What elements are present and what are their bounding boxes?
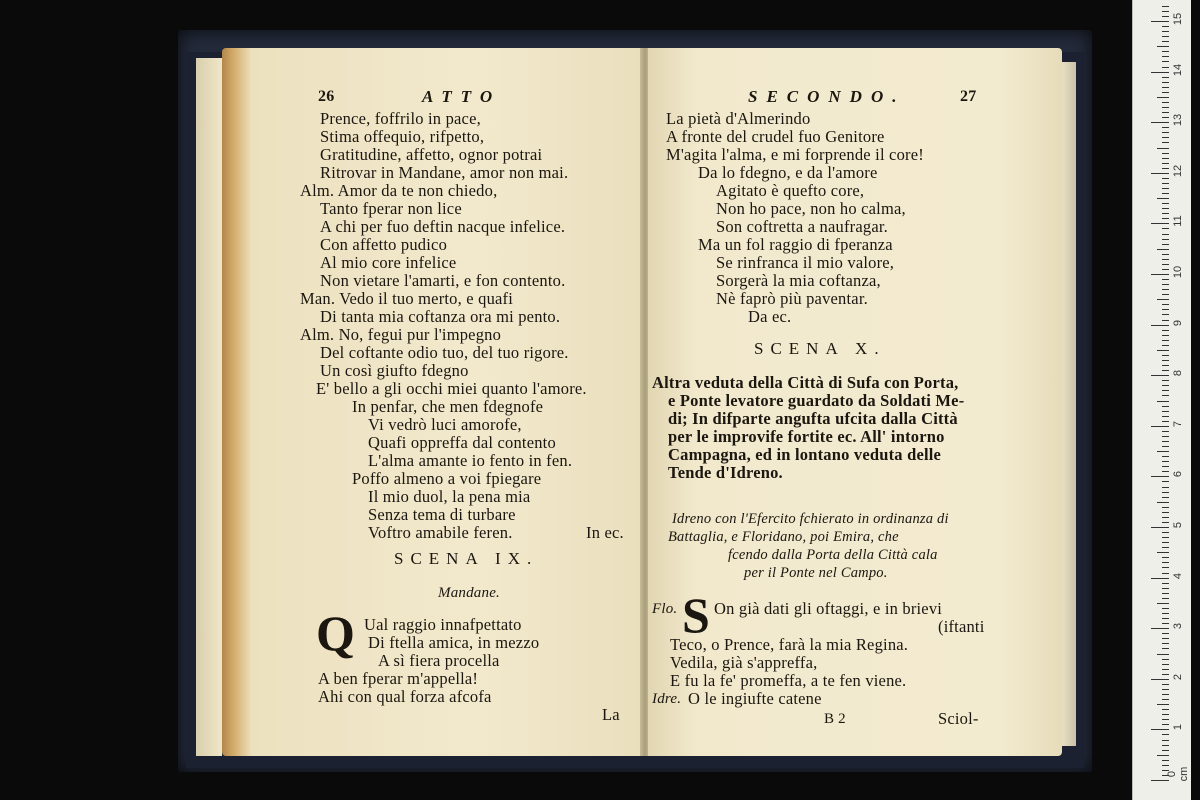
text-line: Nè faprò più paventar. xyxy=(716,289,868,308)
ruler-tick xyxy=(1162,643,1169,644)
text-line: Son coftretta a naufragar. xyxy=(716,217,888,236)
ruler-tick xyxy=(1162,689,1169,690)
ruler-tick xyxy=(1162,760,1169,761)
ruler-tick xyxy=(1151,476,1169,477)
ruler-tick xyxy=(1162,239,1169,240)
ruler-tick xyxy=(1162,431,1169,432)
ruler-tick xyxy=(1162,218,1169,219)
ruler-tick xyxy=(1162,750,1169,751)
text-line: E' bello a gli occhi miei quanto l'amore. xyxy=(316,379,587,398)
ruler-tick xyxy=(1151,223,1169,224)
scene-description-line: di; In difparte angufta ufcita dalla Città xyxy=(668,409,958,428)
ruler-tick xyxy=(1151,426,1169,427)
text-line: Da ec. xyxy=(748,307,792,326)
ruler-tick xyxy=(1162,178,1169,179)
text-line: Alm. No, fegui pur l'impegno xyxy=(300,325,502,344)
ruler-number: 0 cm xyxy=(1166,766,1190,782)
ruler-tick xyxy=(1162,598,1169,599)
text-line: Alm. Amor da te non chiedo, xyxy=(300,181,498,200)
ruler-number: 3 xyxy=(1172,623,1184,630)
text-line: Tanto fperar non lice xyxy=(320,199,462,218)
ruler-tick xyxy=(1162,547,1169,548)
ruler-tick xyxy=(1162,411,1169,412)
ruler-tick xyxy=(1151,325,1169,326)
ruler-tick xyxy=(1162,345,1169,346)
ruler-tick xyxy=(1162,522,1169,523)
dialogue-line: (iftanti xyxy=(938,617,985,636)
ruler-tick xyxy=(1162,320,1169,321)
ruler-tick xyxy=(1162,77,1169,78)
ruler-tick xyxy=(1162,92,1169,93)
ruler-tick xyxy=(1151,527,1169,528)
scene-description-line: per le improvife fortite ec. All' intorno xyxy=(668,427,945,446)
ruler-tick xyxy=(1162,26,1169,27)
ruler-number: 9 xyxy=(1172,319,1184,326)
ruler-tick xyxy=(1162,234,1169,235)
ruler-tick xyxy=(1162,56,1169,57)
ruler-tick xyxy=(1162,734,1169,735)
ruler-number: 5 xyxy=(1172,521,1184,529)
ruler-tick xyxy=(1162,380,1169,381)
ruler-tick xyxy=(1162,340,1169,341)
page-edges-right xyxy=(1062,62,1076,746)
text-line: Un così giufto fdegno xyxy=(320,361,469,380)
right-page xyxy=(648,48,1062,756)
ruler-tick xyxy=(1151,578,1169,579)
scene-title: SCENA X. xyxy=(754,339,886,358)
ruler-tick xyxy=(1162,279,1169,280)
ruler-tick xyxy=(1162,719,1169,720)
signature-mark: B 2 xyxy=(824,711,846,727)
ruler-tick xyxy=(1162,512,1169,513)
ruler-tick xyxy=(1151,375,1169,376)
ruler-tick xyxy=(1162,294,1169,295)
text-line: Al mio core infelice xyxy=(320,253,457,272)
ruler-tick xyxy=(1162,107,1169,108)
ruler-tick xyxy=(1162,228,1169,229)
ruler-tick xyxy=(1162,168,1169,169)
ruler-tick xyxy=(1162,203,1169,204)
ruler-tick xyxy=(1162,557,1169,558)
text-line: In penfar, che men fdegnofe xyxy=(352,397,544,416)
ruler-tick xyxy=(1162,638,1169,639)
ruler-tick xyxy=(1162,507,1169,508)
page-edges-left xyxy=(196,58,222,756)
ruler-tick xyxy=(1157,451,1169,452)
ruler-tick xyxy=(1162,446,1169,447)
drop-cap: Q xyxy=(316,605,355,661)
ruler-tick xyxy=(1162,593,1169,594)
ruler-number: 6 xyxy=(1172,471,1184,478)
text-line: Di tanta mia coftanza ora mi pento. xyxy=(320,307,561,326)
ruler-tick xyxy=(1162,709,1169,710)
ruler-tick xyxy=(1157,299,1169,300)
ruler-tick xyxy=(1162,633,1169,634)
text-line: Voftro amabile feren. xyxy=(368,523,513,542)
page-number: 26 xyxy=(318,88,335,105)
ruler-tick xyxy=(1162,284,1169,285)
ruler-tick xyxy=(1162,365,1169,366)
ruler-tick xyxy=(1162,193,1169,194)
ruler-tick xyxy=(1157,97,1169,98)
ruler-tick xyxy=(1162,714,1169,715)
ruler-tick xyxy=(1162,330,1169,331)
ruler-tick xyxy=(1162,416,1169,417)
ruler-number: 12 xyxy=(1172,164,1184,177)
ruler-tick xyxy=(1162,314,1169,315)
ruler-tick xyxy=(1162,259,1169,260)
ruler-tick xyxy=(1162,360,1169,361)
ruler-tick xyxy=(1162,669,1169,670)
ruler-tick xyxy=(1162,562,1169,563)
ruler-tick xyxy=(1162,153,1169,154)
ruler-tick xyxy=(1162,694,1169,695)
text-line: Il mio duol, la pena mia xyxy=(368,487,531,506)
ruler-tick xyxy=(1162,370,1169,371)
ruler-tick xyxy=(1162,183,1169,184)
page-number: 27 xyxy=(960,88,977,105)
ruler-tick xyxy=(1162,659,1169,660)
ruler-tick xyxy=(1162,213,1169,214)
ruler-tick xyxy=(1162,132,1169,133)
ruler-tick xyxy=(1162,137,1169,138)
ruler-tick xyxy=(1162,436,1169,437)
ruler-tick xyxy=(1162,289,1169,290)
ruler-tick xyxy=(1162,623,1169,624)
left-page xyxy=(222,48,642,756)
ruler-tick xyxy=(1162,36,1169,37)
ruler-tick xyxy=(1162,674,1169,675)
ruler-tick xyxy=(1162,618,1169,619)
ruler-tick xyxy=(1162,588,1169,589)
ruler-tick xyxy=(1157,350,1169,351)
ruler-number: 4 xyxy=(1172,572,1184,579)
text-line: Se rinfranca il mio valore, xyxy=(716,253,895,272)
text-line: A fronte del crudel fuo Genitore xyxy=(666,127,885,146)
ruler-tick xyxy=(1162,724,1169,725)
dialogue-line: E fu la fe' promeffa, a te fen viene. xyxy=(670,671,907,690)
catchword: Sciol- xyxy=(938,709,979,728)
ruler-tick xyxy=(1162,567,1169,568)
ruler-tick xyxy=(1162,102,1169,103)
ruler-tick xyxy=(1162,31,1169,32)
ruler-tick xyxy=(1162,254,1169,255)
ruler-number: 13 xyxy=(1172,114,1184,127)
ruler-tick xyxy=(1162,304,1169,305)
scene-title: SCENA IX. xyxy=(394,549,539,568)
ruler-tick xyxy=(1162,648,1169,649)
text-line: Stima offequio, rifpetto, xyxy=(320,127,485,146)
ruler-tick xyxy=(1162,390,1169,391)
ruler-tick xyxy=(1157,46,1169,47)
ruler-tick xyxy=(1162,497,1169,498)
text-line: Da lo fdegno, e da l'amore xyxy=(698,163,878,182)
text-line: A chi per fuo deftin nacque infelice. xyxy=(320,217,566,236)
ruler-tick xyxy=(1162,481,1169,482)
text-line: L'alma amante io fento in fen. xyxy=(368,451,573,470)
ruler-tick xyxy=(1162,335,1169,336)
ruler-number: 10 xyxy=(1172,265,1184,279)
ruler-tick xyxy=(1162,684,1169,685)
text-line: In ec. xyxy=(586,523,624,542)
ruler-tick xyxy=(1162,309,1169,310)
ruler-tick xyxy=(1162,127,1169,128)
ruler-tick xyxy=(1162,466,1169,467)
ruler-tick xyxy=(1162,573,1169,574)
ruler-tick xyxy=(1162,16,1169,17)
ruler-tick xyxy=(1162,517,1169,518)
aria-line: Ahi con qual forza afcofa xyxy=(318,687,492,706)
ruler-tick xyxy=(1162,542,1169,543)
ruler-tick xyxy=(1162,740,1169,741)
scene-description-line: Campagna, ed in lontano veduta delle xyxy=(668,445,942,464)
ruler-number: 1 xyxy=(1172,724,1184,731)
ruler-tick xyxy=(1162,117,1169,118)
speaker-name: Mandane. xyxy=(438,585,501,601)
aria-line: Di ftella amica, in mezzo xyxy=(368,633,540,652)
aria-line: A ben fperar m'appella! xyxy=(318,669,479,688)
text-line: Con affetto pudico xyxy=(320,235,448,254)
ruler-tick xyxy=(1151,679,1169,680)
ruler-number: 11 xyxy=(1172,215,1184,228)
ruler-tick xyxy=(1162,158,1169,159)
ruler-tick xyxy=(1162,613,1169,614)
text-line: Quafi oppreffa dal contento xyxy=(368,433,556,452)
scene-description-line: e Ponte levatore guardato da Soldati Me- xyxy=(668,391,965,410)
stage-direction-line: Idreno con l'Efercito fchierato in ordinanza di xyxy=(672,511,949,527)
ruler-tick xyxy=(1162,112,1169,113)
scene-description-line: Tende d'Idreno. xyxy=(668,463,783,482)
stage-direction-line: per il Ponte nel Campo. xyxy=(744,565,888,581)
ruler-tick xyxy=(1162,244,1169,245)
ruler-tick xyxy=(1162,395,1169,396)
ruler-tick xyxy=(1157,148,1169,149)
ruler-tick xyxy=(1162,699,1169,700)
stage-direction-line: Battaglia, e Floridano, poi Emira, che xyxy=(668,529,899,545)
ruler-tick xyxy=(1162,6,1169,7)
ruler-tick xyxy=(1162,406,1169,407)
ruler-tick xyxy=(1157,654,1169,655)
ruler-tick xyxy=(1162,492,1169,493)
ruler-tick xyxy=(1162,355,1169,356)
text-line: Poffo almeno a voi fpiegare xyxy=(352,469,542,488)
ruler-tick xyxy=(1157,603,1169,604)
dialogue-line: Teco, o Prence, farà la mia Regina. xyxy=(670,635,909,654)
text-line: Sorgerà la mia coftanza, xyxy=(716,271,881,290)
text-line: Non ho pace, non ho calma, xyxy=(716,199,906,218)
ruler-tick xyxy=(1162,471,1169,472)
text-line: Vi vedrò luci amorofe, xyxy=(368,415,522,434)
ruler-tick xyxy=(1162,142,1169,143)
ruler-tick xyxy=(1162,461,1169,462)
catchword: La xyxy=(602,705,620,724)
ruler-tick xyxy=(1157,249,1169,250)
ruler-tick xyxy=(1157,502,1169,503)
ruler-tick xyxy=(1162,41,1169,42)
text-line: Senza tema di turbare xyxy=(368,505,516,524)
ruler-tick xyxy=(1162,745,1169,746)
ruler-tick xyxy=(1157,552,1169,553)
running-head: ATTO xyxy=(422,87,502,106)
ruler-tick xyxy=(1162,421,1169,422)
text-line: Man. Vedo il tuo merto, e quafi xyxy=(300,289,514,308)
ruler-tick xyxy=(1157,704,1169,705)
ruler-tick xyxy=(1162,163,1169,164)
ruler-tick xyxy=(1162,608,1169,609)
text-line: La pietà d'Almerindo xyxy=(666,109,811,128)
ruler-tick xyxy=(1157,401,1169,402)
ruler-number: 15 xyxy=(1172,12,1184,26)
ruler-number: 7 xyxy=(1172,420,1184,427)
dialogue-line: Vedila, già s'appreffa, xyxy=(670,653,818,672)
ruler-tick xyxy=(1162,456,1169,457)
text-line: Prence, foffrilo in pace, xyxy=(320,109,481,128)
ruler-tick xyxy=(1157,198,1169,199)
scene-description-line: Altra veduta della Città di Sufa con Porta, xyxy=(652,373,959,392)
text-line: Non vietare l'amarti, e fon contento. xyxy=(320,271,566,290)
running-head: SECONDO. xyxy=(748,87,906,106)
ruler-tick xyxy=(1162,532,1169,533)
dialogue-line: On già dati gli oftaggi, e in brievi xyxy=(714,599,943,618)
text-line: M'agita l'alma, e mi forprende il core! xyxy=(666,145,924,164)
ruler-tick xyxy=(1162,487,1169,488)
ruler-number: 2 xyxy=(1172,673,1184,680)
aria-line: Ual raggio innafpettato xyxy=(364,615,522,634)
ruler-tick xyxy=(1162,264,1169,265)
ruler-tick xyxy=(1162,188,1169,189)
ruler-tick xyxy=(1162,441,1169,442)
ruler-tick xyxy=(1162,51,1169,52)
ruler-tick xyxy=(1151,72,1169,73)
ruler-number: 14 xyxy=(1172,63,1184,76)
ruler-tick xyxy=(1162,537,1169,538)
ruler-tick xyxy=(1162,269,1169,270)
ruler-tick xyxy=(1151,122,1169,123)
drop-cap: S xyxy=(682,587,710,643)
ruler-tick xyxy=(1151,274,1169,275)
ruler-tick xyxy=(1162,583,1169,584)
ruler-tick xyxy=(1151,729,1169,730)
dialogue-line: O le ingiufte catene xyxy=(688,689,822,708)
ruler-tick xyxy=(1151,173,1169,174)
text-line: Gratitudine, affetto, ognor potrai xyxy=(320,145,543,164)
text-line: Del coftante odio tuo, del tuo rigore. xyxy=(320,343,569,362)
ruler-tick xyxy=(1162,67,1169,68)
stage-direction-line: fcendo dalla Porta della Città cala xyxy=(728,547,938,563)
ruler-tick xyxy=(1162,208,1169,209)
ruler-tick xyxy=(1162,385,1169,386)
ruler-tick xyxy=(1162,664,1169,665)
ruler-tick xyxy=(1151,21,1169,22)
ruler-tick xyxy=(1162,82,1169,83)
ruler-number: 8 xyxy=(1172,370,1184,377)
text-line: Ma un fol raggio di fperanza xyxy=(698,235,893,254)
text-line: Agitato è quefto core, xyxy=(716,181,865,200)
speaker-abbrev: Flo. xyxy=(652,601,678,617)
speaker-abbrev: Idre. xyxy=(652,691,682,707)
ruler-tick xyxy=(1162,11,1169,12)
ruler-tick xyxy=(1157,755,1169,756)
ruler-tick xyxy=(1162,61,1169,62)
aria-line: A sì fiera procella xyxy=(378,651,500,670)
text-line: Ritrovar in Mandane, amor non mai. xyxy=(320,163,569,182)
ruler-tick xyxy=(1151,628,1169,629)
ruler-tick xyxy=(1162,87,1169,88)
